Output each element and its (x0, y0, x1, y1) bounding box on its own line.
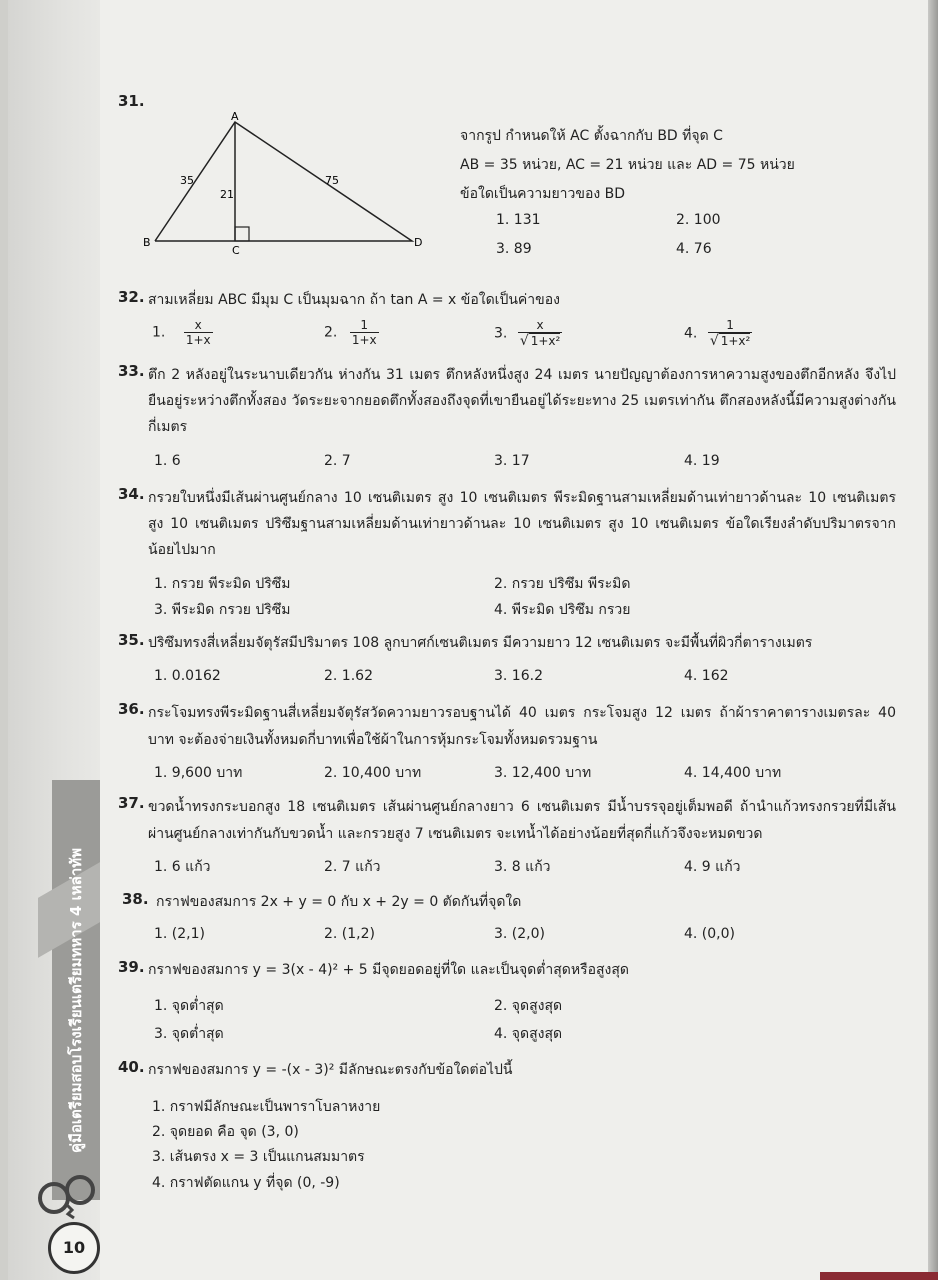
option[interactable]: 3. 16.2 (494, 668, 543, 684)
option[interactable]: 3. เส้นตรง x = 3 เป็นแกนสมมาตร (152, 1149, 365, 1165)
fraction (184, 318, 213, 347)
option[interactable]: 2. จุดยอด คือ จุด (3, 0) (152, 1124, 299, 1140)
length-ad: 75 (325, 174, 339, 187)
question-text: กราฟของสมการ y = -(x - 3)² มีลักษณะตรงกับข้อใดต่อไปนี้ (148, 1062, 513, 1078)
length-ab: 35 (180, 174, 194, 187)
cover-edge (820, 1272, 938, 1280)
question-31-text (460, 122, 795, 209)
option[interactable]: 3. (2,0) (494, 926, 545, 942)
option[interactable]: 4. 76 (676, 241, 712, 257)
option[interactable]: 1. จุดต่ำสุด (154, 998, 224, 1014)
option[interactable] (494, 318, 562, 349)
option[interactable]: 1. 9,600 บาท (154, 765, 243, 781)
question-text: ปริซึมทรงสี่เหลี่ยมจัตุรัสมีปริมาตร 108 ลูกบาศก์เซนติเมตร มีความยาว 12 เซนติเมตร จะมีพื้นที่ผิวกี่ตารางเมตร (148, 635, 813, 651)
question-text: กระโจมทรงพีระมิดฐานสี่เหลี่ยมจัตุรัสวัดความยาวรอบฐานได้ 40 เมตร กระโจมสูง 12 เมตร ถ้าผ้าราคาตารางเมตรละ 40 บาท จะต้องจ่ายเงินทั้งหมดกี่บาทเพื่อใช้ผ้าในการหุ้มกระโจมทั้งหมดรวมฐาน (148, 705, 896, 748)
label-c: C (232, 244, 240, 257)
option[interactable]: 4. พีระมิด ปริซึม กรวย (494, 602, 631, 618)
question-number: 40. (118, 1058, 145, 1076)
triangle-figure (140, 112, 440, 260)
handcuffs-icon (36, 1168, 96, 1228)
option[interactable]: 1. กรวย พีระมิด ปริซึม (154, 576, 291, 592)
option-number: 1. (152, 324, 166, 341)
option[interactable]: 2. 10,400 บาท (324, 765, 422, 781)
question-line: จากรูป กำหนดให้ AC ตั้งฉากกับ BD ที่จุด C (460, 128, 723, 144)
option[interactable]: 3. พีระมิด กรวย ปริซึม (154, 602, 291, 618)
option[interactable] (152, 318, 213, 347)
sqrt-symbol: √ (709, 333, 719, 349)
series-title: คู่มือเตรียมสอบโรงเรียนเตรียมทหาร 4 เหล่าทัพ (67, 847, 85, 1153)
question-line: AB = 35 หน่วย, AC = 21 หน่วย และ AD = 75 หน่วย (460, 157, 795, 173)
question-number: 31. (118, 92, 145, 110)
option[interactable]: 4. 19 (684, 453, 720, 469)
question-text: กราฟของสมการ y = 3(x - 4)² + 5 มีจุดยอดอยู่ที่ใด และเป็นจุดต่ำสุดหรือสูงสุด (148, 962, 630, 978)
question-number: 35. (118, 631, 145, 649)
question-number: 32. (118, 288, 145, 306)
option[interactable]: 2. 7 แก้ว (324, 859, 381, 875)
option[interactable]: 2. กรวย ปริซึม พีระมิด (494, 576, 631, 592)
question-text: กราฟของสมการ 2x + y = 0 กับ x + 2y = 0 ตัดกันที่จุดใด (156, 894, 522, 910)
option[interactable]: 2. จุดสูงสุด (494, 998, 563, 1014)
question-text: กรวยใบหนึ่งมีเส้นผ่านศูนย์กลาง 10 เซนติเมตร สูง 10 เซนติเมตร พีระมิดฐานสามเหลี่ยมด้านเท่ายาวด้านละ 10 เซนติเมตร สูง 10 เซนติเมตร ปริซึมฐานสามเหลี่ยมด้านเท่ายาวด้านละ 10 เซนติเมตร สูง 10 เซนติเมตร ข้อใดเรียงลำดับปริมาตรจากน้อยไปมาก (148, 490, 896, 558)
option[interactable]: 3. 8 แก้ว (494, 859, 551, 875)
option[interactable]: 1. 6 (154, 453, 181, 469)
question-number: 39. (118, 958, 145, 976)
numerator: x (536, 318, 544, 332)
fraction (518, 318, 563, 349)
option[interactable]: 1. 131 (496, 212, 541, 228)
question-number: 37. (118, 794, 145, 812)
option[interactable]: 1. 6 แก้ว (154, 859, 211, 875)
question-number: 33. (118, 362, 145, 380)
fraction (708, 318, 753, 349)
option[interactable]: 3. 17 (494, 453, 530, 469)
question-text: สามเหลี่ยม ABC มีมุม C เป็นมุมฉาก ถ้า tan A = x ข้อใดเป็นค่าของ (148, 292, 560, 308)
option[interactable]: 3. จุดต่ำสุด (154, 1026, 224, 1042)
option[interactable]: 4. กราฟตัดแกน y ที่จุด (0, -9) (152, 1175, 340, 1191)
denominator: 1+x (351, 333, 377, 347)
label-a: A (231, 112, 239, 123)
denominator: 1+x² (530, 334, 561, 348)
option[interactable]: 4. จุดสูงสุด (494, 1026, 563, 1042)
option[interactable]: 1. กราฟมีลักษณะเป็นพาราโบลาหงาย (152, 1099, 381, 1115)
question-number: 36. (118, 700, 145, 718)
sqrt-symbol: √ (519, 333, 529, 349)
page-edge-shadow (928, 0, 938, 1280)
option[interactable]: 2. (1,2) (324, 926, 375, 942)
option[interactable]: 4. 9 แก้ว (684, 859, 741, 875)
denominator: 1+x² (720, 334, 751, 348)
option-number: 4. (684, 325, 698, 342)
option-number: 3. (494, 325, 508, 342)
option[interactable]: 4. 162 (684, 668, 729, 684)
question-text: ตึก 2 หลังอยู่ในระนาบเดียวกัน ห่างกัน 31 เมตร ตึกหลังหนึ่งสูง 24 เมตร นายปัญญาต้องการหาความสูงของตึกอีกหลัง จึงไปยืนอยู่ระหว่างตึกทั้งสอง วัดระยะจากยอดตึกทั้งสองถึงจุดที่เขายืนอยู่ได้ระยะทาง 25 เมตรเท่ากัน ตึกสองหลังนี้มีความสูงต่างกันกี่เมตร (148, 367, 896, 435)
fraction (350, 318, 379, 347)
label-d: D (414, 236, 423, 249)
length-ac: 21 (220, 188, 234, 201)
denominator: 1+x (185, 333, 211, 347)
question-number: 38. (122, 890, 149, 908)
option[interactable]: 1. (2,1) (154, 926, 205, 942)
numerator: 1 (360, 318, 369, 332)
option-number: 2. (324, 324, 338, 341)
option[interactable]: 1. 0.0162 (154, 668, 221, 684)
option[interactable]: 3. 12,400 บาท (494, 765, 592, 781)
option[interactable]: 3. 89 (496, 241, 532, 257)
option[interactable]: 2. 100 (676, 212, 721, 228)
option[interactable]: 4. 14,400 บาท (684, 765, 782, 781)
option[interactable]: 2. 1.62 (324, 668, 373, 684)
option[interactable]: 2. 7 (324, 453, 351, 469)
option[interactable]: 4. (0,0) (684, 926, 735, 942)
question-line: ข้อใดเป็นความยาวของ BD (460, 186, 626, 202)
page-number: 10 (48, 1222, 100, 1274)
question-number: 34. (118, 485, 145, 503)
numerator: x (194, 318, 202, 332)
question-text: ขวดน้ำทรงกระบอกสูง 18 เซนติเมตร เส้นผ่านศูนย์กลางยาว 6 เซนติเมตร มีน้ำบรรจุอยู่เต็มพอดี ถ้านำแก้วทรงกรวยที่มีเส้นผ่านศูนย์กลางเท่ากันกับขวดน้ำ และกรวยสูง 7 เซนติเมตร จะเทน้ำได้อย่างน้อยที่สุดกี่แก้วจึงจะหมดขวด (148, 799, 896, 842)
option[interactable] (324, 318, 379, 347)
label-b: B (143, 236, 151, 249)
option[interactable] (684, 318, 752, 349)
numerator: 1 (726, 318, 734, 332)
